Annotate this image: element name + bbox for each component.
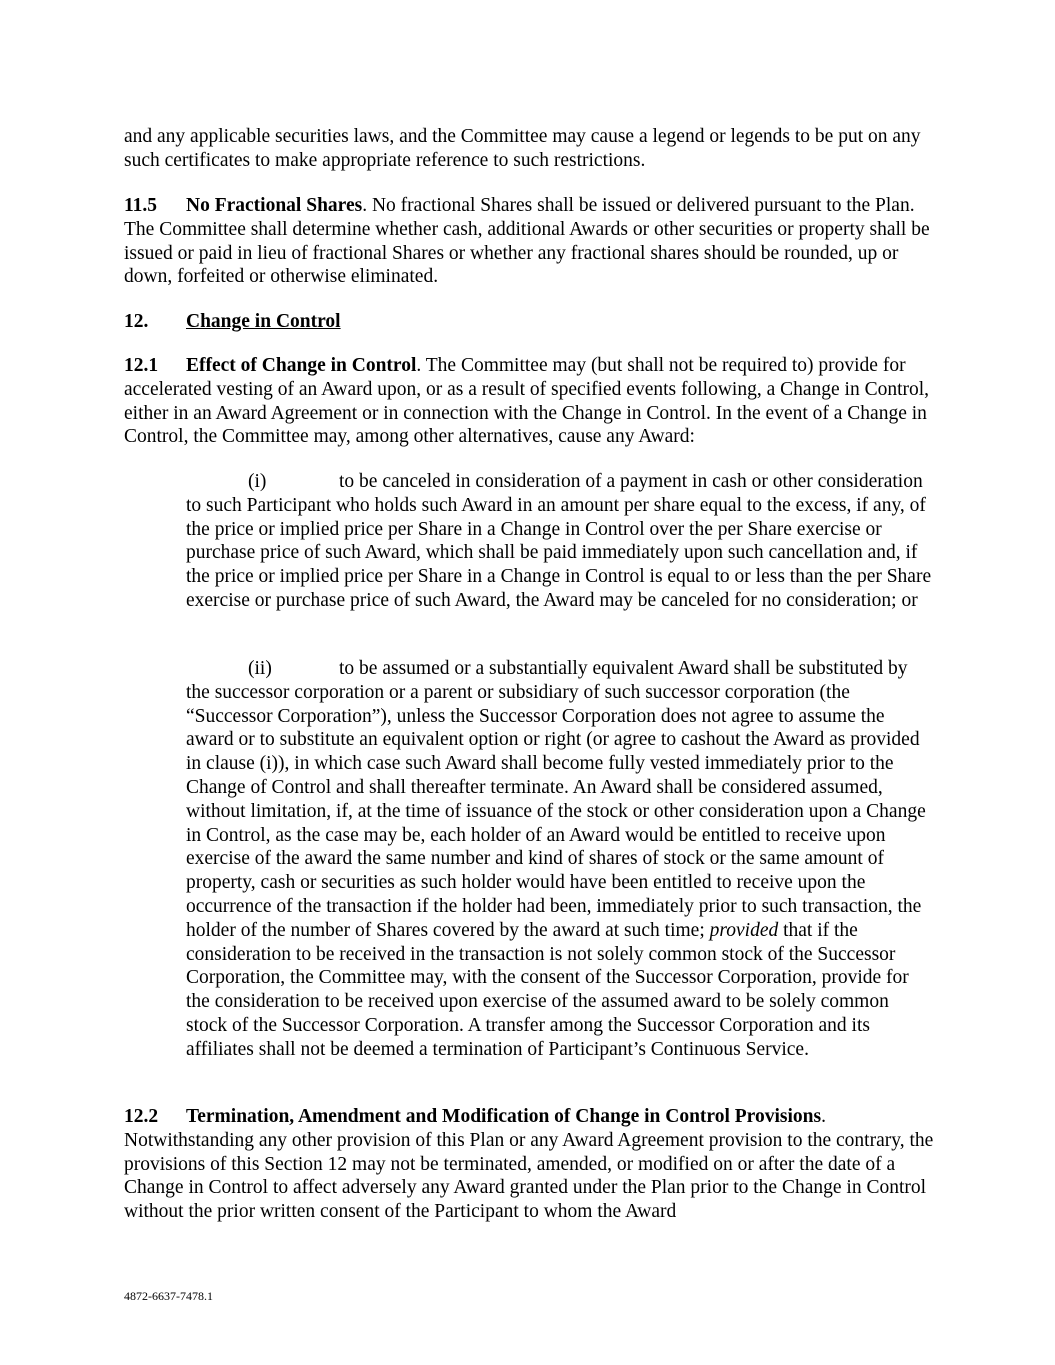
section-12-2: 12.2 Termination, Amendment and Modification of Change in Control Provisions. Notwithstanding any other provision of this Plan or any Award Agreement provision to the contrary, the provisions of this Section 12 may not be terminated, amended, or modified on or after the date of a Change in Control to affect adversely any Award granted under the Plan prior to the Change in Control without the prior written consent of the Participant to whom the Award: [124, 1106, 934, 1223]
document-id-footer: 4872-6637-7478.1: [124, 1289, 213, 1303]
section-heading: Effect of Change in Control: [186, 355, 417, 376]
section-number: 11.5: [124, 195, 158, 216]
continued-paragraph: and any applicable securities laws, and the Committee may cause a legend or legends to be put on any such certificates to make appropriate reference to such restrictions.: [124, 126, 921, 171]
section-body: Notwithstanding any other provision of this Plan or any Award Agreement provision to the contrary, the provisions of this Section 12 may not be terminated, amended, or modified on or after the date of a Change in Control to affect adversely any Award granted under the Plan prior to the Change in Control without the prior written consent of the Participant to whom the Award: [124, 1129, 934, 1223]
provided-italic: provided: [709, 919, 779, 941]
section-heading: Change in Control: [186, 311, 341, 332]
clause-ii: [186, 657, 934, 1062]
clause-body: to be canceled in consideration of a payment in cash or other consideration to such Participant who holds such Award in an amount per share equal to the excess, if any, of the price or implied price per Share in a Change in Control over the per Share exercise or purchase price of such Award, which shall be paid immediately upon such cancellation and, if the price or implied price per Share in a Change in Control is equal to or less than the per Share exercise or purchase price of such Award, the Award may be canceled for no consideration; or: [186, 471, 932, 611]
clause-label: (ii): [248, 658, 272, 679]
section-11-5: 11.5 No Fractional Shares. No fractional Shares shall be issued or delivered pursuant to the Plan. The Committee shall determine whether cash, additional Awards or other securities or property shall be issued or paid in lieu of fractional Shares or whether any fractional shares should be rounded, up or down, forfeited or otherwise eliminated.: [124, 195, 930, 288]
section-number: 12.2: [124, 1106, 159, 1127]
clause-body: to be assumed or a substantially equivalent Award shall be substituted by the successor corporation or a parent or subsidiary of such successor corporation (the “Successor Corporation”), unless the Successor Corporation does not agree to assume the award or to substitute an equivalent option or right (or agree to cashout the Award as provided in clause (i)), in which case such Award shall become fully vested immediately prior to the Change of Control and shall thereafter terminate. An Award shall be considered assumed, without limitation, if, at the time of issuance of the stock or other consideration upon a Change in Control, as the case may be, each holder of an Award would be entitled to receive upon exercise of the award the same number and kind of shares of stock or the same amount of property, cash or securities as such holder would have been entitled to receive upon the occurrence of the transaction if the holder had been, immediately prior to such transaction, the holder of the number of Shares covered by the award at such time;: [186, 658, 926, 941]
section-body: No fractional Shares shall be issued or delivered pursuant to the Plan. The Committee shall determine whether cash, additional Awards or other securities or property shall be issued or paid in lieu of fractional Shares or whether any fractional shares should be rounded, up or down, forfeited or otherwise eliminated.: [124, 195, 930, 288]
clause-body-continued: that if the consideration to be received in the transaction is not solely common stock of the Successor Corporation, the Committee may, with the consent of the Successor Corporation, provide for the consideration to be received upon exercise of the assumed award to be solely common stock of the Successor Corporation. A transfer among the Successor Corporation and its affiliates shall not be deemed a termination of Participant’s Continuous Service.: [186, 919, 909, 1060]
section-12-heading: [124, 310, 934, 334]
section-heading: No Fractional Shares: [186, 195, 363, 216]
section-heading: Termination, Amendment and Modification of Change in Control Provisions: [186, 1106, 822, 1127]
clause-label: (i): [248, 471, 267, 492]
section-12-1: 12.1 Effect of Change in Control. The Committee may (but shall not be required to) provide for accelerated vesting of an Award upon, or as a result of specified events following, a Change in Control, either in an Award Agreement or in connection with the Change in Control. In the event of a Change in Control, the Committee may, among other alternatives, cause any Award:: [124, 355, 930, 448]
section-number: 12.: [124, 311, 149, 332]
section-number: 12.1: [124, 355, 159, 376]
clause-i: [186, 470, 934, 613]
section-body: The Committee may (but shall not be required to) provide for accelerated vesting of an Award upon, or as a result of specified events following, a Change in Control, either in an Award Agreement or in connection with the Change in Control. In the event of a Change in Control, the Committee may, among other alternatives, cause any Award:: [124, 355, 930, 448]
